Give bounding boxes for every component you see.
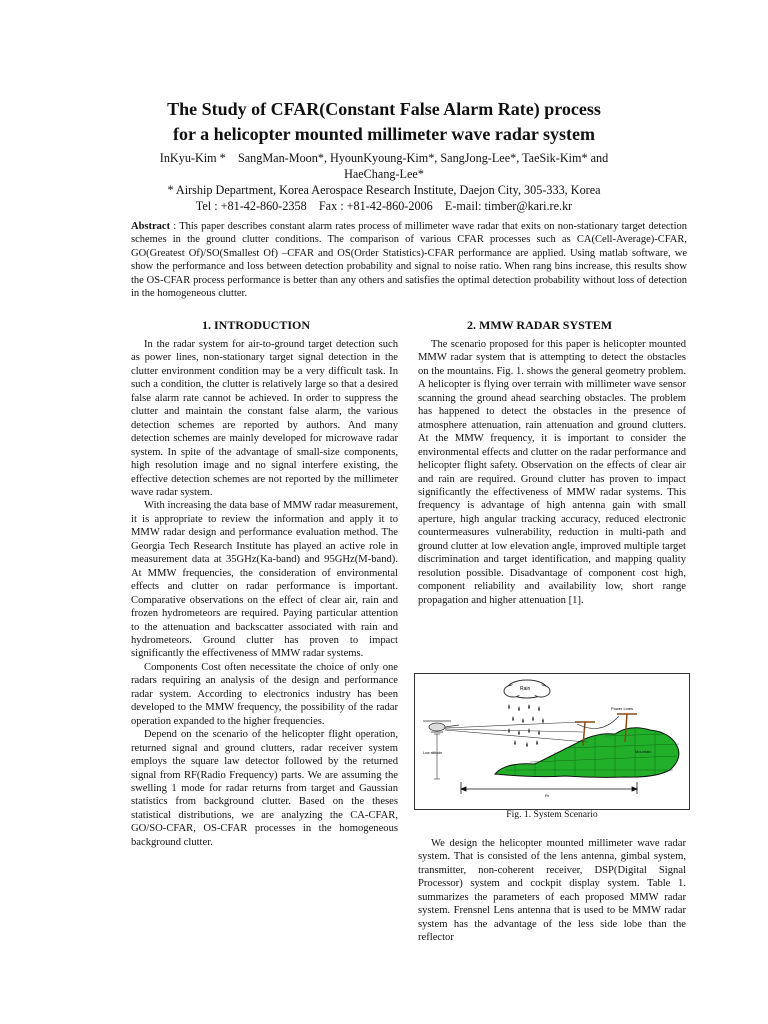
intro-paragraph: Components Cost often necessitate the choice of only one radars requiring an analysis of the design and performance radar system. According to electronics industry has been developed to the MMW frequency, the possibility of the radar operation expanded to the higher frequencies. [131,661,398,727]
paper-title [40,97,728,147]
author-block [60,150,708,214]
section-heading-introduction: 1. INTRODUCTION [202,318,311,332]
author-list: InKyu-Kim * SangMan-Moon*, HyounKyoung-Kim*, SangJong-Lee*, TaeSik-Kim* and [159,151,609,165]
range-label: Rr [545,793,550,798]
mmw-paragraph: The scenario proposed for this paper is helicopter mounted MMW radar system that is attempting to detect the obstacles on the mountains. Fig. 1. shows the general geometry problem. A helicopter is flying over terrain with millimeter wave sensor scanning the ground ahead searching obstacles. The problem has happened to detect the obstacles in the presence of atmosphere attenuation, rain attenuation and ground clutters. At the MMW frequency, it is important to consider the environmental effects and clutter on the radar performance and helicopter flight safety. Observation on the effects of clear air and rain are required. Ground clutter has proven to impact significantly the effectiveness of MMW radar systems. This frequency is advantage of high antenna gain with small aperture, high angular tracking accuracy, reduced electronic countermeasures vulnerability, reduction in multi-path and ground clutter at low elevation angle, improved multiple target discrimination and target identification, and mapping quality resolution possible. Disadvantage of component cost high, component reliability and availability low, short range propagation and higher attenuation [1]. [418,339,686,606]
title-line-1: The Study of CFAR(Constant False Alarm Rate) process [167,99,601,119]
system-scenario-figure [414,673,690,810]
abstract-label: Abstract [131,221,171,232]
intro-paragraph: In the radar system for air-to-ground target detection such as power lines, non-stationary target signal detection in the clutter environment condition may be a very difficult task. In such a condition, the clutter is relatively large so that a desired false alarm rate cannot be achieved. In order to suppress the clutter and maintain the constant false alarm, the various detection schemes are reported by authors. And many detection schemes are mainly developed for microwave radar system. In spite of the advantage of small-size components, high resolution image and no signal interfere existing, the effective detection schemes are not reported by the millimeter wave radar system. [131,339,398,498]
contact-info: Tel : +81-42-860-2358 Fax : +81-42-860-2006 E-mail: timber@kari.re.kr [195,199,573,213]
scenario-diagram [415,674,689,809]
title-line-2: for a helicopter mounted millimeter wave radar system [172,124,596,144]
rain-label: Rain [520,686,531,692]
mountain-label: Mountain [635,749,652,754]
altitude-marker [434,734,440,779]
helicopter-icon [423,721,459,732]
column-right-top [418,338,686,607]
rain-drops [508,704,544,747]
intro-paragraph: Depend on the scenario of the helicopter flight operation, returned signal and ground clutters, radar receiver system employs the square law detector followed by the returned signal from RF(Radio Frequency) parts. We are assuming the swelling 1 mode for radar returns from target and Gaussian statistics from background clutter. Based on the theses statistical distributions, we are analyzing the CA-CFAR, GO/SO-CFAR, OS-CFAR processes in the homogeneous background clutter. [131,729,398,848]
column-right-bottom [418,837,686,945]
radar-beam [445,722,587,742]
author-list-continued: HaeChang-Lee* [344,167,424,181]
figure-caption: Fig. 1. System Scenario [506,809,598,820]
abstract [131,220,687,300]
affiliation: * Airship Department, Korea Aerospace Research Institute, Daejon City, 305-333, Korea [167,183,601,197]
column-left [131,338,398,849]
abstract-text: : This paper describes constant alarm rates process of millimeter wave radar that exits on non-stationary target detection schemes in the ground clutter conditions. The comparison of various CFAR processes such as CA(Cell-Average)-CFAR, GO(Greatest Of)/SO(Smallest Of) –CFAR and OS(Order Statistics)-CFAR performance are applied. Using matlab software, we show the performance and loss between detection probability and signal to noise ratio. When rang bins increase, this results show the OS-CFAR process performance is better than any others and satisfies the optimal detection probability without loss of detection in the homogeneous clutter. [131,221,687,300]
mmw-paragraph: We design the helicopter mounted millimeter wave radar system. That is consisted of the lens antenna, gimbal system, transmitter, non-coherent receiver, DSP(Digital Signal Processor) system and cockpit display system. Table 1. summarizes the parameters of each proposed MMW radar system. Frensnel Lens antenna that is used to be MMW radar system has the advantage of the less side lobe than the reflector [418,838,686,944]
altitude-label: Low altitude [423,751,443,755]
section-heading-mmw-radar-system: 2. MMW RADAR SYSTEM [467,318,613,332]
power-lines-label: Power Lines [611,706,634,711]
intro-paragraph: With increasing the data base of MMW radar measurement, it is appropriate to review the information and apply it to MMW radar design and performance evaluation method. The Georgia Tech Research Institute has played an active role in measurement data at 35GHz(Ka-band) and 95GHz(M-band). At MMW frequencies, the consideration of environmental effects and clutter on radar performance is important. Comparative observations on the effect of clear air, rain and frozen hydrometeors are required. Paying particular attention to the attenuation and backscatter associated with rain and hydrometeors. Ground clutter has proven to impact significantly the effectiveness of MMW radar systems. [131,500,398,660]
